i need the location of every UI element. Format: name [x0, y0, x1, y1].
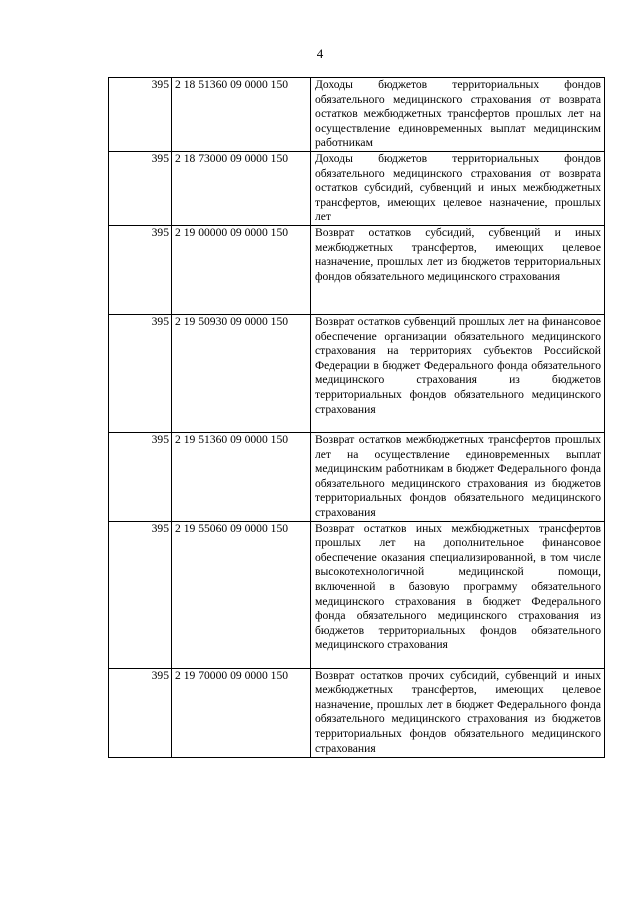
table-row — [109, 668, 605, 757]
table-row — [109, 78, 605, 152]
admin-code-cell: 395 — [109, 314, 172, 432]
admin-code-cell: 395 — [109, 668, 172, 757]
budget-code-cell: 2 19 00000 09 0000 150 — [172, 225, 311, 314]
table-row — [109, 225, 605, 314]
budget-code-cell: 2 18 73000 09 0000 150 — [172, 152, 311, 226]
page-number: 4 — [316, 46, 324, 61]
admin-code-cell: 395 — [109, 432, 172, 521]
description-cell: Доходы бюджетов территориальных фондов обязательного медицинского страхования от возврата остатков межбюджетных трансфертов прошлых лет на осуществление единовременных выплат медицинским работникам — [311, 78, 605, 152]
admin-code-cell: 395 — [109, 521, 172, 668]
table-row — [109, 152, 605, 226]
table-row — [109, 521, 605, 668]
table-row — [109, 432, 605, 521]
budget-code-cell: 2 19 51360 09 0000 150 — [172, 432, 311, 521]
budget-codes-table — [108, 77, 605, 758]
table-row — [109, 314, 605, 432]
budget-code-cell: 2 19 55060 09 0000 150 — [172, 521, 311, 668]
admin-code-cell: 395 — [109, 152, 172, 226]
description-cell: Возврат остатков иных межбюджетных трансфертов прошлых лет на дополнительное финансовое обеспечение оказания специализированной, в том числе высокотехнологичной медицинской помощи, включенной в базовую программу обязательного медицинского страхования в бюджет Федерального фонда обязательного медицинского страхования из бюджетов территориальных фондов обязательного медицинского страхования — [311, 521, 605, 668]
admin-code-cell: 395 — [109, 225, 172, 314]
budget-code-cell: 2 19 70000 09 0000 150 — [172, 668, 311, 757]
budget-code-cell: 2 19 50930 09 0000 150 — [172, 314, 311, 432]
description-cell: Доходы бюджетов территориальных фондов обязательного медицинского страхования от возврата остатков субсидий, субвенций и иных межбюджетных трансфертов, имеющих целевое назначение, прошлых лет — [311, 152, 605, 226]
admin-code-cell: 395 — [109, 78, 172, 152]
description-cell: Возврат остатков прочих субсидий, субвенций и иных межбюджетных трансфертов, имеющих целевое назначение, прошлых лет в бюджет Федерального фонда обязательного медицинского страхования из бюджетов территориальных фондов обязательного медицинского страхования — [311, 668, 605, 757]
description-cell: Возврат остатков субвенций прошлых лет на финансовое обеспечение организации обязательного медицинского страхования на территориях субъектов Российской Федерации в бюджет Федерального фонда обязательного медицинского страхования из бюджетов территориальных фондов обязательного медицинского страхования — [311, 314, 605, 432]
budget-code-cell: 2 18 51360 09 0000 150 — [172, 78, 311, 152]
description-cell: Возврат остатков субсидий, субвенций и иных межбюджетных трансфертов, имеющих целевое назначение, прошлых лет из бюджетов территориальных фондов обязательного медицинского страхования — [311, 225, 605, 314]
description-cell: Возврат остатков межбюджетных трансфертов прошлых лет на осуществление единовременных выплат медицинским работникам в бюджет Федерального фонда обязательного медицинского страхования из бюджетов территориальных фондов обязательного медицинского страхования — [311, 432, 605, 521]
